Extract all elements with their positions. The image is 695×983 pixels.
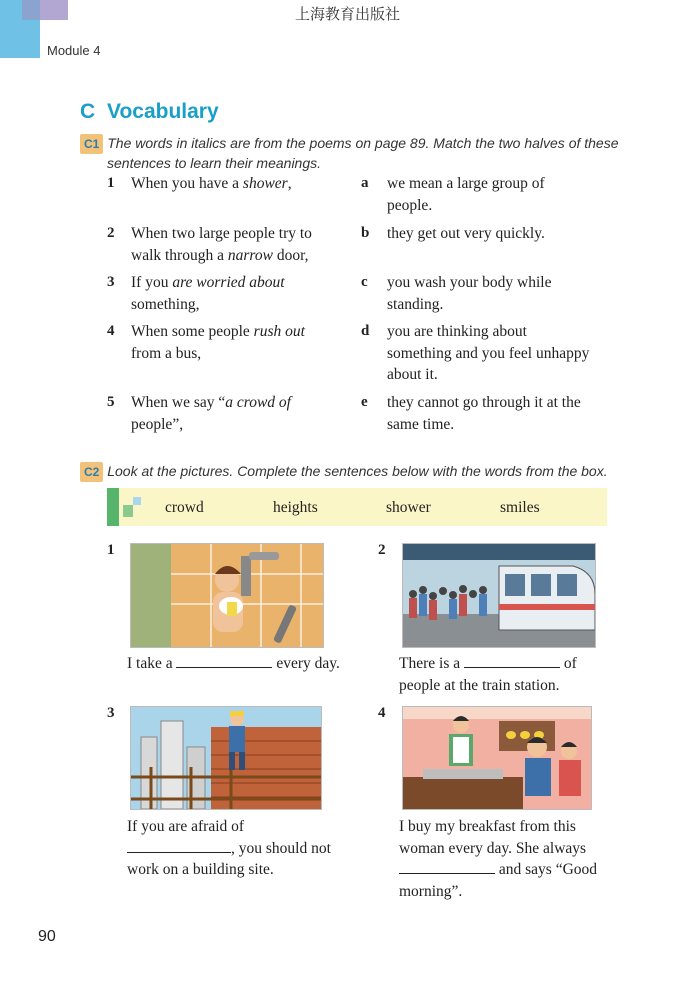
match-right-e: they cannot go through it at the same time. <box>387 394 581 433</box>
word-smiles: smiles <box>500 499 540 516</box>
train-station-illustration <box>402 543 596 648</box>
match-left-3: If you are worried about something, <box>131 274 285 313</box>
word-crowd: crowd <box>165 499 204 516</box>
match-right-a: we mean a large group of people. <box>387 175 545 214</box>
picture-number: 4 <box>378 705 386 721</box>
section-letter: C <box>80 100 96 123</box>
item-letter: a <box>361 175 369 191</box>
blank-2[interactable] <box>464 653 560 668</box>
match-right-b: they get out very quickly. <box>387 225 545 242</box>
item-letter: e <box>361 394 368 410</box>
page-number: 90 <box>38 928 56 945</box>
picture-number: 1 <box>107 542 115 558</box>
breakfast-shop-illustration <box>402 706 592 810</box>
item-number: 4 <box>107 323 115 339</box>
picture-number: 3 <box>107 705 115 721</box>
blank-3[interactable] <box>127 838 231 853</box>
c1-instruction <box>80 133 640 154</box>
word-heights: heights <box>273 499 318 516</box>
match-left-4: When some people rush out from a bus, <box>131 323 305 362</box>
item-letter: b <box>361 225 370 241</box>
c2-badge: C2 <box>80 462 103 482</box>
match-left-1: When you have a shower, <box>131 175 292 192</box>
item-number: 1 <box>107 175 115 191</box>
c2-instruction: C2 Look at the pictures. Complete the sentences below with the words from the box. <box>80 461 640 482</box>
item-number: 5 <box>107 394 115 410</box>
blank-4[interactable] <box>399 859 495 874</box>
item-number: 3 <box>107 274 115 290</box>
word-box-decoration <box>123 505 133 517</box>
sentence-4: I buy my breakfast from this woman every day. She always and says “Good morning”. <box>399 818 598 900</box>
match-left-5: When we say “a crowd of people”, <box>131 394 291 433</box>
word-box-decoration <box>133 497 141 505</box>
sentence-2: There is a of people at the train station. <box>399 655 577 694</box>
blank-1[interactable] <box>176 653 272 668</box>
sentence-3: If you are afraid of , you should not work on a building site. <box>127 818 331 878</box>
word-box-decoration <box>107 488 119 526</box>
match-left-2: When two large people try to walk through a narrow door, <box>131 225 312 264</box>
item-letter: d <box>361 323 370 339</box>
c1-instruction-line2: sentences to learn their meanings. <box>107 155 322 171</box>
item-letter: c <box>361 274 368 290</box>
match-right-c: you wash your body while standing. <box>387 274 552 313</box>
c1-badge: C1 <box>80 134 103 154</box>
shower-illustration <box>130 543 324 648</box>
match-right-d: you are thinking about something and you feel unhappy about it. <box>387 323 590 383</box>
building-site-illustration <box>130 706 322 810</box>
word-shower: shower <box>386 499 431 516</box>
item-number: 2 <box>107 225 115 241</box>
c1-instruction-line1: The words in italics are from the poems on page 89. Match the two halves of these <box>107 135 619 151</box>
sentence-1: I take a every day. <box>127 655 340 672</box>
publisher-name: 上海教育出版社 <box>294 5 400 23</box>
module-label: Module 4 <box>47 43 101 58</box>
picture-number: 2 <box>378 542 386 558</box>
section-title: Vocabulary <box>107 100 219 123</box>
